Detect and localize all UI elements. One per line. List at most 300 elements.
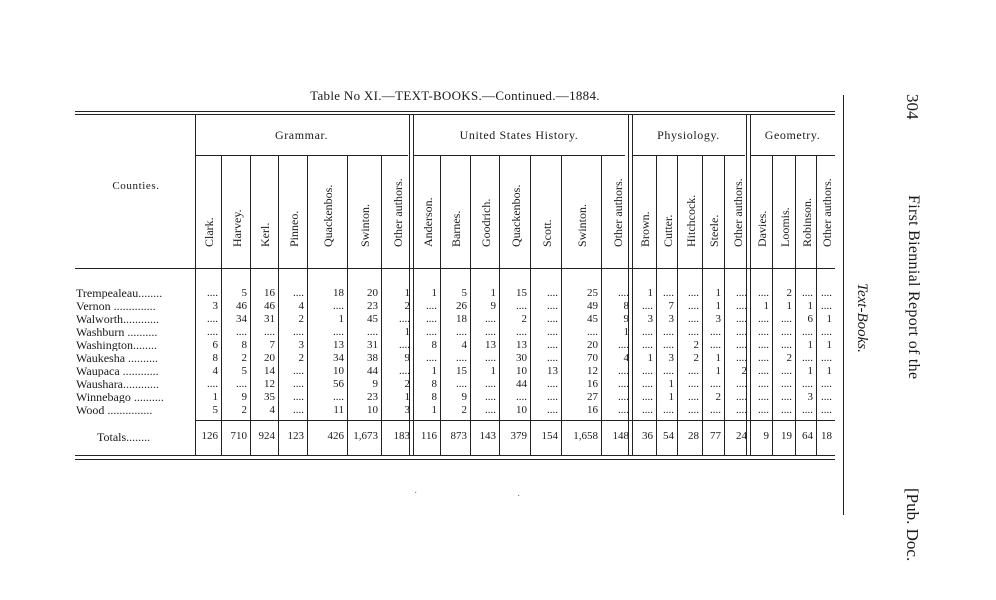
table-cell: 20 [587,339,598,351]
table-cell: 13 [485,339,496,351]
table-cell: .... [663,326,674,338]
total-cell: 54 [663,430,674,442]
total-cell: 1,658 [573,430,598,442]
table-cell: 8 [212,352,218,364]
table-cell: 1 [807,300,813,312]
table-cell: 3 [668,352,674,364]
table-cell: .... [688,300,699,312]
table-cell: 31 [367,339,378,351]
table-cell: .... [802,404,813,416]
table-cell: 70 [587,352,598,364]
column-header-label: Cutter. [661,214,675,247]
table-cell: 1 [786,300,792,312]
table-cell: 38 [367,352,378,364]
table-cell: .... [293,378,304,390]
table-cell: 8 [431,339,437,351]
table-cell: 16 [587,404,598,416]
table-cell: .... [821,404,832,416]
table-cell: .... [485,352,496,364]
table-cell: 1 [807,365,813,377]
table-cell: 2 [461,404,467,416]
column-header-label: Anderson. [421,197,435,247]
table-cell: .... [710,339,721,351]
table-cell: 23 [367,391,378,403]
table-cell: .... [547,378,558,390]
table-cell: .... [642,326,653,338]
table-cell: .... [781,378,792,390]
table-cell: 31 [264,313,275,325]
total-cell: 126 [201,430,218,442]
table-cell: .... [456,378,467,390]
group-geometry: Geometry. [764,128,821,142]
table-cell: 20 [264,352,275,364]
table-cell: 46 [236,300,247,312]
table-cell: .... [688,287,699,299]
table-cell: 2 [786,287,792,299]
table-cell: .... [821,287,832,299]
table-cell: 2 [521,313,527,325]
column-header-label: Quackenbos. [509,184,523,247]
column-header-label: Swinton. [575,203,589,247]
table-cell: 1 [668,391,674,403]
column-header-label: Goodrich. [479,198,493,247]
table-cell: .... [456,326,467,338]
table-cell: .... [293,287,304,299]
table-cell: 2 [404,300,410,312]
total-cell: 64 [802,430,813,442]
table-cell: 1 [404,326,410,338]
table-cell: 1 [826,339,832,351]
county-name: Waupaca ............ [76,365,159,377]
table-cell: .... [236,326,247,338]
table-cell: 2 [786,352,792,364]
table-cell: 2 [241,404,247,416]
column-header-label: Quackenbos. [321,184,335,247]
county-name: Vernon .............. [76,300,156,312]
table-cell: 6 [212,339,218,351]
table-cell: .... [688,365,699,377]
table-cell: .... [821,300,832,312]
table-cell: .... [642,339,653,351]
table-cell: 8 [623,300,629,312]
table-cell: .... [802,378,813,390]
table-cell: .... [547,300,558,312]
table-cell: .... [642,378,653,390]
table-cell: 46 [264,300,275,312]
table-cell: .... [547,404,558,416]
table-cell: .... [426,326,437,338]
table-cell: 27 [587,391,598,403]
table-cell: .... [821,378,832,390]
table-cell: 13 [333,339,344,351]
table-cell: 2 [241,352,247,364]
table-cell: .... [236,378,247,390]
table-cell: 13 [516,339,527,351]
county-name: Trempealeau........ [76,287,163,299]
totals-top-rule [195,420,835,421]
total-cell: 116 [420,430,437,442]
table-cell: .... [710,404,721,416]
table-cell: .... [736,287,747,299]
table-cell: 49 [587,300,598,312]
table-cell: .... [207,378,218,390]
table-cell: 4 [461,339,467,351]
stub-header: Counties. [112,180,160,192]
total-cell: 154 [541,430,558,442]
table-cell: .... [781,365,792,377]
table-cell: .... [642,300,653,312]
table-cell: 44 [367,365,378,377]
table-cell: 9 [372,378,378,390]
table-cell: .... [618,365,629,377]
table-cell: 1 [404,391,410,403]
table-cell: 1 [807,339,813,351]
table-cell: 4 [212,365,218,377]
column-header-label: Davies. [755,210,769,247]
table-cell: .... [736,391,747,403]
table-cell: 9 [404,352,410,364]
table-cell: 56 [333,378,344,390]
bottom-rule-double [75,459,835,460]
table-cell: 10 [333,365,344,377]
table-cell: 1 [431,365,437,377]
table-cell: 9 [490,300,496,312]
bottom-rule [75,455,835,456]
table-cell: 4 [269,404,275,416]
table-cell: .... [293,326,304,338]
table-cell: 5 [241,287,247,299]
table-cell: 1 [490,365,496,377]
table-cell: 34 [236,313,247,325]
table-cell: .... [485,326,496,338]
table-cell: .... [618,378,629,390]
table-caption: Table No XI.—TEXT-BOOKS.—Continued.—1884. [310,88,600,103]
total-cell: 143 [479,430,496,442]
column-header-label: Barnes. [449,210,463,247]
total-cell: 77 [710,430,721,442]
table-cell: 2 [715,391,721,403]
table-cell: 10 [367,404,378,416]
running-head-pub: [Pub. Doc. [903,488,922,562]
table-cell: 1 [623,326,629,338]
group-us-history: United States History. [459,128,579,142]
table-cell: 1 [431,287,437,299]
county-name: Waukesha .......... [76,352,159,364]
table-cell: 2 [298,352,304,364]
table-cell: .... [485,313,496,325]
table-cell: .... [485,378,496,390]
table-cell: .... [367,326,378,338]
table-cell: .... [688,404,699,416]
group-grammar: Grammar. [274,128,329,142]
table-cell: 45 [587,313,598,325]
table-cell: .... [736,339,747,351]
table-cell: 23 [367,300,378,312]
table-cell: 3 [404,404,410,416]
table-cell: .... [293,391,304,403]
table-cell: .... [399,313,410,325]
table-cell: 9 [241,391,247,403]
column-header-label: Clark. [202,217,216,247]
table-cell: 10 [516,365,527,377]
table-cell: 34 [333,352,344,364]
total-cell: 710 [230,430,247,442]
table-cell: 9 [461,391,467,403]
table-cell: .... [293,365,304,377]
table-cell: .... [485,404,496,416]
table-cell: .... [802,287,813,299]
table-cell: 2 [741,365,747,377]
column-header-label: Brown. [638,211,652,247]
table-cell: .... [485,391,496,403]
table-cell: 3 [715,313,721,325]
county-name: Walworth............ [76,313,160,325]
table-cell: 6 [807,313,813,325]
table-cell: .... [758,378,769,390]
table-cell: .... [688,313,699,325]
total-cell: 36 [642,430,653,442]
geometry-group-rule [750,155,835,156]
table-cell: 2 [298,313,304,325]
table-cell: .... [426,300,437,312]
table-cell: .... [663,339,674,351]
table-cell: .... [781,326,792,338]
table-cell: 3 [647,313,653,325]
table-cell: .... [642,391,653,403]
top-rule [75,111,835,112]
total-cell: 1,673 [353,430,378,442]
table-cell: .... [758,391,769,403]
column-header-label: Harvey. [230,209,244,247]
table-cell: .... [736,313,747,325]
table-cell: .... [333,391,344,403]
table-cell: .... [587,326,598,338]
county-name: Winnebago .......... [76,391,164,403]
top-rule-double [75,114,835,115]
total-cell: 873 [450,430,467,442]
total-cell: 924 [258,430,275,442]
table-cell: 3 [668,313,674,325]
table-cell: 35 [264,391,275,403]
table-cell: 1 [338,313,344,325]
table-cell: .... [547,391,558,403]
table-cell: .... [642,365,653,377]
table-cell: 18 [333,287,344,299]
column-header-label: Steele. [707,214,721,247]
table-cell: 18 [456,313,467,325]
table-cell: .... [758,352,769,364]
column-header-label: Other authors. [391,178,405,247]
table-cell: .... [642,404,653,416]
table-cell: .... [758,339,769,351]
print-speck: · [517,491,521,502]
table-cell: 5 [461,287,467,299]
print-speck: · [414,488,418,499]
table-cell: 12 [587,365,598,377]
table-cell: 16 [264,287,275,299]
table-cell: 30 [516,352,527,364]
table-cell: .... [547,326,558,338]
table-cell: .... [399,339,410,351]
table-cell: .... [547,287,558,299]
table-cell: 2 [404,378,410,390]
county-name: Washburn .......... [76,326,158,338]
table-cell: .... [758,326,769,338]
table-cell: 11 [333,404,344,416]
table-cell: .... [547,313,558,325]
table-cell: 15 [456,365,467,377]
table-cell: 1 [404,287,410,299]
table-cell: .... [426,313,437,325]
table-cell: .... [663,287,674,299]
table-cell: .... [516,300,527,312]
column-header-label: Robinson. [800,197,814,247]
total-cell: 24 [736,430,747,442]
table-cell: .... [618,339,629,351]
table-cell: .... [663,365,674,377]
table-cell: 7 [668,300,674,312]
table-cell: .... [333,326,344,338]
table-cell: .... [207,326,218,338]
table-cell: 8 [431,391,437,403]
table-cell: .... [758,287,769,299]
table-cell: 10 [516,404,527,416]
total-cell: 9 [763,430,769,442]
table-cell: 12 [264,378,275,390]
table-cell: 14 [264,365,275,377]
table-cell: .... [781,391,792,403]
table-cell: .... [618,287,629,299]
table-cell: 1 [212,391,218,403]
table-cell: .... [456,352,467,364]
column-header-label: Other authors. [820,178,834,247]
table-cell: 4 [623,352,629,364]
table-cell: .... [516,391,527,403]
table-cell: .... [736,378,747,390]
table-cell: 16 [587,378,598,390]
table-cell: 1 [826,365,832,377]
column-header-label: Other authors. [731,178,745,247]
table-cell: .... [781,339,792,351]
total-cell: 18 [821,430,832,442]
margin-rule [843,95,844,515]
table-cell: 2 [693,352,699,364]
table-cell: .... [207,287,218,299]
table-cell: .... [688,391,699,403]
table-cell: .... [618,404,629,416]
table-cell: 1 [490,287,496,299]
column-header-label: Scott. [540,219,554,247]
table-cell: 5 [241,365,247,377]
table-cell: .... [781,404,792,416]
table-cell: 1 [763,300,769,312]
table-cell: .... [802,352,813,364]
table-cell: 1 [715,300,721,312]
table-cell: .... [207,313,218,325]
table-cell: .... [758,404,769,416]
section-title: Text-Books. [854,283,870,353]
table-cell: 3 [212,300,218,312]
table-cell: 3 [298,339,304,351]
table-cell: 1 [715,352,721,364]
table-cell: .... [293,404,304,416]
table-cell: 9 [623,313,629,325]
table-cell: 20 [367,287,378,299]
table-cell: .... [781,313,792,325]
table-cell: .... [710,326,721,338]
table-cell: .... [547,339,558,351]
table-cell: .... [618,391,629,403]
column-header-label: Pinneo. [287,210,301,247]
table-cell: .... [547,352,558,364]
table-cell: 25 [587,287,598,299]
table-cell: 45 [367,313,378,325]
table-cell: 1 [715,287,721,299]
table-cell: 8 [431,378,437,390]
table-cell: .... [802,326,813,338]
table-cell: 7 [269,339,275,351]
total-cell: 183 [393,430,410,442]
table-cell: 15 [516,287,527,299]
total-cell: 426 [327,430,344,442]
table-cell: .... [426,352,437,364]
table-cell: 26 [456,300,467,312]
table-cell: .... [688,378,699,390]
table-cell: .... [516,326,527,338]
table-cell: 5 [212,404,218,416]
county-name: Waushara............ [76,378,160,390]
total-cell: 19 [781,430,792,442]
column-header-label: Hitchcock. [684,194,698,247]
table-cell: .... [399,365,410,377]
table-cell: 8 [241,339,247,351]
running-head-title: First Biennial Report of the [905,195,922,380]
table-cell: .... [264,326,275,338]
county-name: Wood ............... [76,404,153,416]
table-cell: .... [758,365,769,377]
table-cell: 1 [715,365,721,377]
column-header-label: Swinton. [358,203,372,247]
table-cell: 1 [431,404,437,416]
table-cell: 44 [516,378,527,390]
county-name: Washington........ [76,339,158,351]
history-group-rule [413,155,625,156]
table-cell: 4 [298,300,304,312]
table-cell: 13 [547,365,558,377]
table-cell: .... [821,391,832,403]
table-cell: 1 [647,287,653,299]
group-physiology: Physiology. [657,128,720,142]
column-header-label: Other authors. [611,178,625,247]
table-cell: .... [736,404,747,416]
column-header-label: Loomis. [778,207,792,247]
table-cell: .... [736,352,747,364]
table-cell: .... [736,300,747,312]
physiology-group-rule [632,155,745,156]
table-cell: 2 [693,339,699,351]
total-cell: 28 [688,430,699,442]
table-cell: .... [821,326,832,338]
table-cell: .... [710,378,721,390]
table-cell: .... [688,326,699,338]
table-cell: 1 [826,313,832,325]
table-cell: .... [736,326,747,338]
total-cell: 148 [612,430,629,442]
table-cell: .... [663,404,674,416]
totals-label: Totals........ [97,430,151,444]
table-cell: .... [821,352,832,364]
page-number: 304 [903,94,922,120]
